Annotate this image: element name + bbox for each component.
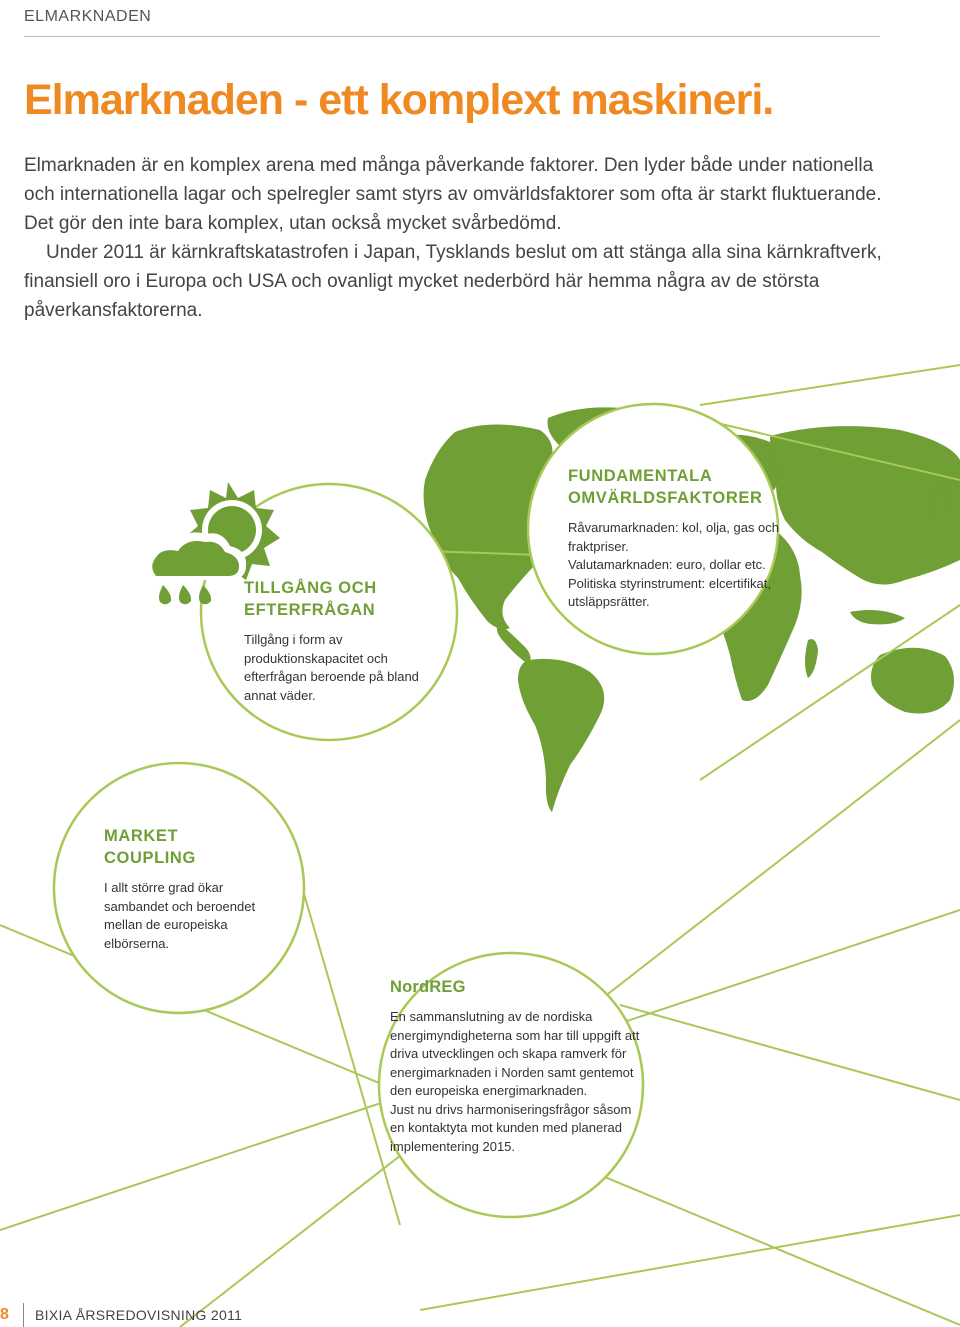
heading-line: EFTERFRÅGAN <box>244 601 376 619</box>
supply-demand-heading <box>244 577 444 621</box>
nordreg-block <box>390 976 642 1156</box>
heading-line: OMVÄRLDSFAKTORER <box>568 489 763 507</box>
supply-demand-text: Tillgång i form av produktionskapacitet och efterfrågan beroende på bland annat väder. <box>244 632 419 703</box>
market-coupling-heading <box>104 825 269 869</box>
heading-line: COUPLING <box>104 849 196 867</box>
nordreg-text-2: Just nu drivs harmoniseringsfrågor såsom en kontaktyta mot kunden med planerad implementering 2015. <box>390 1101 632 1154</box>
page-title: Elmarknaden - ett komplext maskineri. <box>24 76 774 124</box>
connector-line <box>620 1005 960 1100</box>
heading-line: TILLGÅNG OCH <box>244 579 377 597</box>
intro-paragraph-2: Under 2011 är kärnkraftskatastrofen i Japan, Tysklands beslut om att stänga alla sina kärnkraftverk, finansiell oro i Europa och USA och ovanligt mycket nederbörd här hemma några av de största påverkansfaktorerna. <box>24 242 882 321</box>
nordreg-text-1: En sammanslutning av de nordiska energimyndigheterna som har till uppgift att driva utvecklingen och skapa ramverk för energimarknaden i Norden samt gentemot den europeiska energimarknaden. <box>390 1009 640 1098</box>
footer-divider <box>23 1303 24 1327</box>
page-number: 8 <box>0 1306 9 1323</box>
nordreg-heading: NordREG <box>390 978 466 996</box>
intro-paragraph-1: Elmarknaden är en komplex arena med många påverkande faktorer. Den lyder både under nationella och internationella lagar och spelregler samt styrs av omvärldsfaktorer som ofta är starkt fluktuerande. Det gör den inte bara komplex, utan också mycket svårbedömd. <box>24 155 882 234</box>
connector-line <box>700 365 960 405</box>
fundamental-item-policy: Politiska styrinstrument: elcertifikat, utsläppsrätter. <box>568 575 772 609</box>
section-label: ELMARKNADEN <box>24 8 152 25</box>
fundamental-item-commodities: Råvarumarknaden: kol, olja, gas och fraktpriser. <box>568 520 780 554</box>
market-coupling-text: I allt större grad ökar sambandet och beroendet mellan de europeiska elbörserna. <box>104 880 256 951</box>
market-coupling-block <box>104 825 269 953</box>
supply-demand-block <box>244 577 444 705</box>
footer-publication: BIXIA ÅRSREDOVISNING 2011 <box>35 1307 243 1323</box>
fundamental-factors-block <box>568 465 783 612</box>
connector-line <box>420 1215 960 1310</box>
fundamental-factors-heading <box>568 465 783 509</box>
heading-line: MARKET <box>104 827 179 845</box>
fundamental-item-currency: Valutamarknaden: euro, dollar etc. <box>568 557 766 572</box>
heading-line: FUNDAMENTALA <box>568 467 713 485</box>
